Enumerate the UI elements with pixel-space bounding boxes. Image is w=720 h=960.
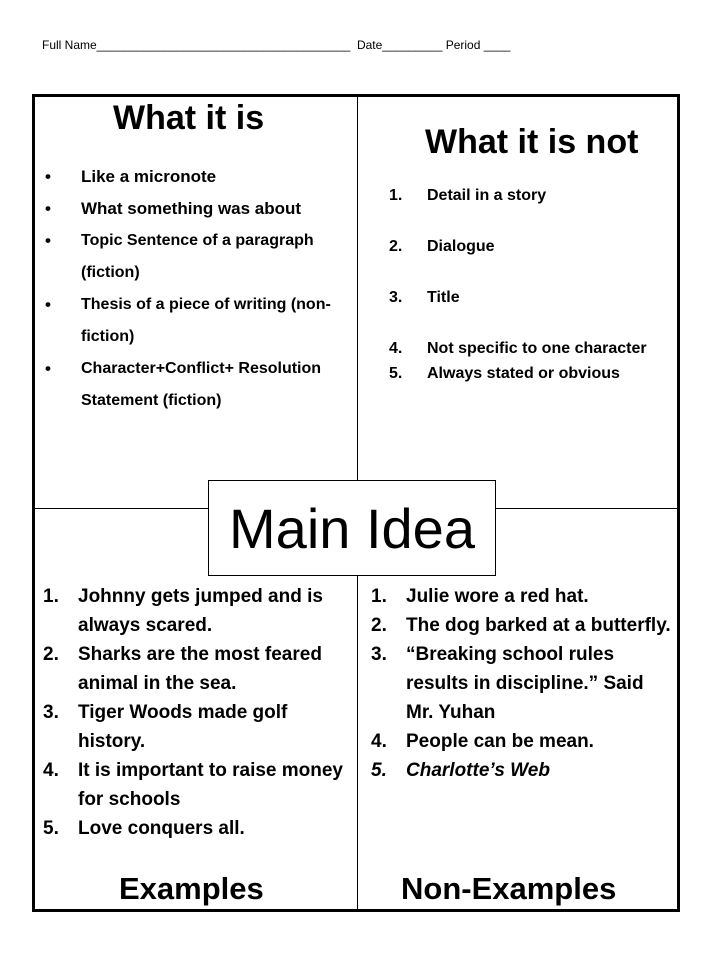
- what-it-is-title: What it is: [113, 99, 265, 137]
- list-item: 2. Sharks are the most feared animal in the sea.: [43, 644, 322, 694]
- list-item: 3. Tiger Woods made golf history.: [43, 702, 288, 752]
- non-examples-list: [371, 582, 671, 785]
- name-date-period-line: Full Name______________________________________ Date_________ Period ____: [42, 38, 511, 52]
- list-item: 5. Love conquers all.: [43, 818, 245, 839]
- non-examples-title: Non-Examples: [401, 871, 617, 906]
- list-item: 3. “Breaking school rules results in discipline.” Said Mr. Yuhan: [371, 644, 644, 723]
- list-item: • Like a micronote: [37, 161, 337, 193]
- main-idea-center-box: [208, 480, 496, 576]
- list-item: 1. Johnny gets jumped and is always scared.: [43, 586, 323, 636]
- examples-title: Examples: [119, 871, 264, 906]
- list-item: 1. Julie wore a red hat.: [371, 586, 589, 607]
- list-item: 4. People can be mean.: [371, 731, 594, 752]
- what-it-is-not-list: [389, 183, 689, 386]
- list-item: 4. Not specific to one character: [389, 340, 647, 357]
- list-item: • Thesis of a piece of writing (non-fiction): [37, 289, 337, 353]
- list-item: • What something was about: [37, 193, 337, 225]
- list-item: 1. Detail in a story: [389, 187, 547, 204]
- list-item: 5. Charlotte’s Web: [371, 760, 550, 781]
- examples-list: [43, 582, 343, 843]
- list-item: 4. It is important to raise money for schools: [43, 760, 343, 810]
- list-item: • Character+Conflict+ Resolution Statement (fiction): [37, 353, 337, 417]
- main-idea-label: Main Idea: [229, 496, 475, 560]
- list-item: 2. The dog barked at a butterfly.: [371, 615, 671, 636]
- list-item: 2. Dialogue: [389, 238, 495, 255]
- list-item: • Topic Sentence of a paragraph (fiction): [37, 225, 337, 289]
- list-item: 3. Title: [389, 289, 460, 306]
- what-it-is-not-title: What it is not: [425, 123, 639, 161]
- list-item: 5. Always stated or obvious: [389, 365, 620, 382]
- what-it-is-list: [37, 161, 337, 417]
